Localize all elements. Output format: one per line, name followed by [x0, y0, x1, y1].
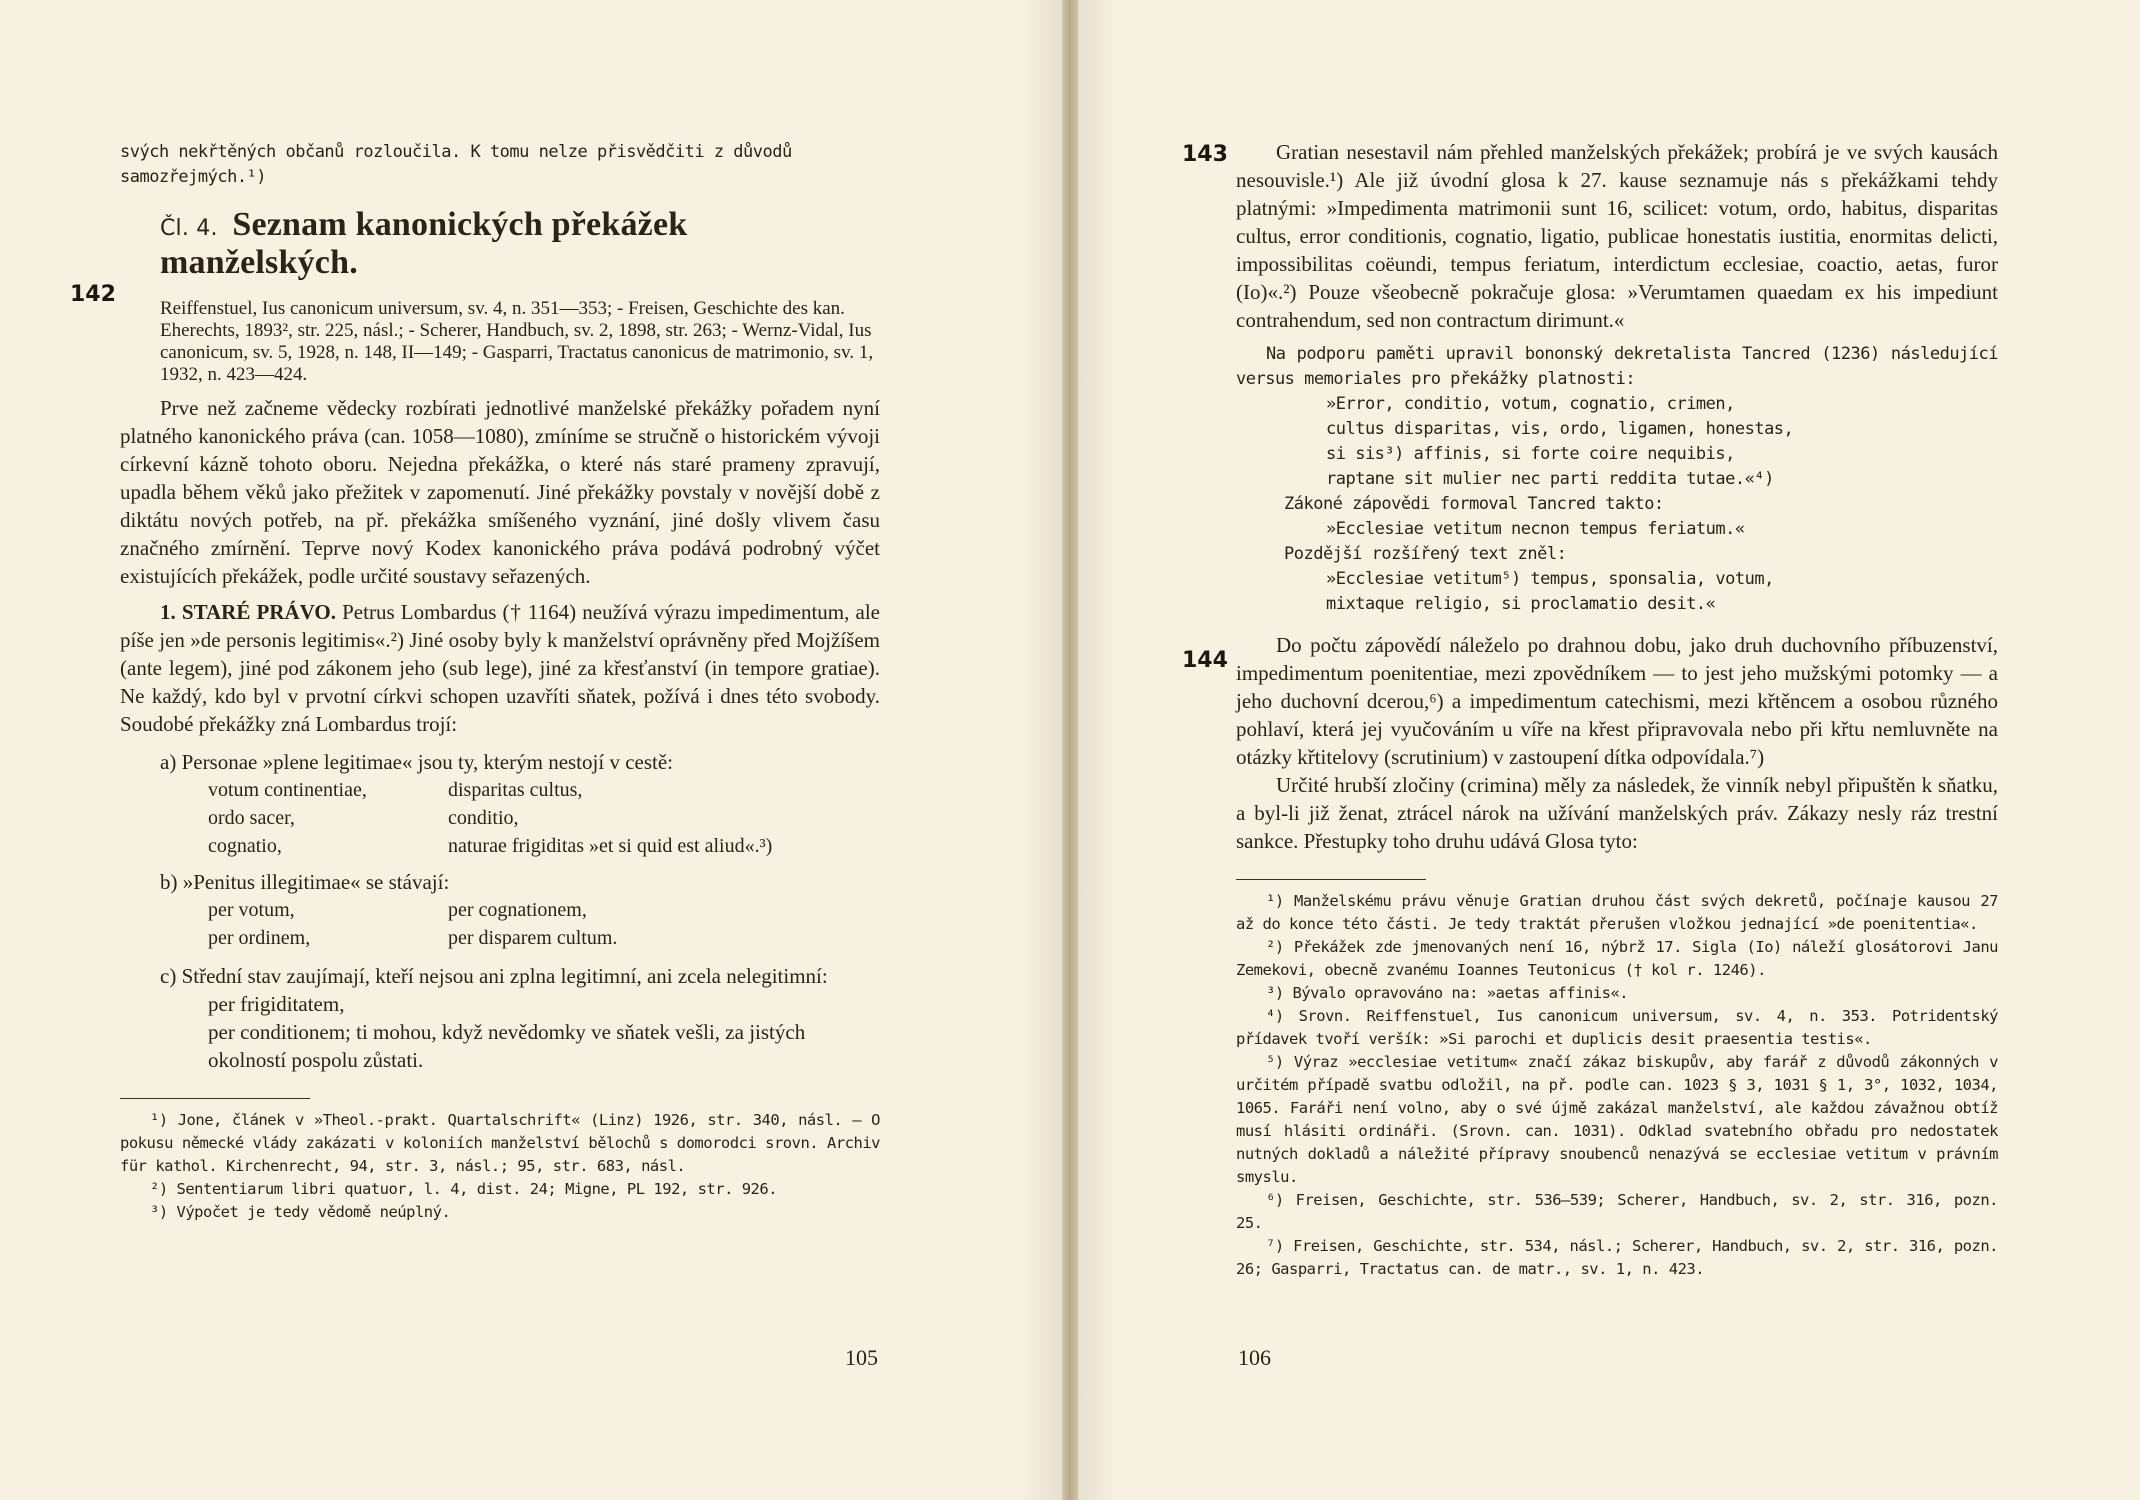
item-c: c) Střední stav zaujímají, kteří nejsou ani zplna legitimní, ani zcela nelegitimní: [160, 964, 828, 988]
list-item: conditio, [448, 807, 519, 829]
later-verses [1326, 567, 1998, 617]
verse-line: mixtaque religio, si proclamatio desit.« [1326, 594, 1716, 614]
footnote: ¹) Jone, článek v »Theol.-prakt. Quartalschrift« (Linz) 1926, str. 340, násl. — O pokusu německé vlády zakázati v koloniích manželství bělochů s domorodci srovn. Archiv für kathol. Kirchenrecht, 94, str. 3, násl.; 95, str. 683, násl. [120, 1111, 880, 1175]
verse-line: si sis³) affinis, si forte coire nequibis, [1326, 444, 1735, 464]
section-old-law [120, 598, 880, 738]
section-text: Petrus Lombardus († 1164) neužívá výrazu impedimentum, ale píše jen »de personis legitimis«.²) Jiné osoby byly k manželství oprávněny před Mojžíšem (ante legem), jiné pod zákonem jeho (sub lege), jiné za křesťanství (in tempore gratiae). Ne každý, kdo byl v prvotní církvi schopen uzavříti sňatek, požívá i dnes této svobody. Soudobé překážky zná Lombardus trojí: [120, 600, 880, 736]
list-item: cognatio, [208, 835, 282, 857]
footnote: ²) Překážek zde jmenovaných není 16, nýbrž 17. Sigla (Io) náleží glosátorovi Janu Zemekovi, obecně zvanému Ioannes Teutonicus († kol r. 1246). [1236, 938, 1998, 979]
footnote: ³) Výpočet je tedy vědomě neúplný. [150, 1203, 451, 1221]
list-b [208, 896, 880, 952]
footnote-rule [1236, 879, 1426, 880]
list-item: disparitas cultus, [448, 779, 583, 801]
item-a: a) Personae »plene legitimae« jsou ty, kterým nestojí v cestě: [160, 750, 673, 774]
verse-line: raptane sit mulier nec parti reddita tutae.«⁴) [1326, 469, 1774, 489]
right-page [1078, 0, 2140, 1500]
list-item: per cognationem, [448, 899, 587, 921]
list-item: naturae frigiditas »et si quid est aliud«.³) [448, 835, 773, 857]
margin-number-143: 143 [1182, 142, 1228, 167]
footnote: ¹) Manželskému právu věnuje Gratian druhou část svých dekretů, počínaje kausou 27 až do konce této části. Je tedy traktát přerušen vložkou jednající »de poenitentia«. [1236, 892, 1998, 933]
list-item: per votum, [208, 899, 295, 921]
list-item: per ordinem, [208, 927, 311, 949]
article-title: Seznam kanonických překážek manželských. [160, 206, 688, 281]
zakone-intro: Zákoné zápovědi formoval Tancred takto: [1284, 494, 1664, 514]
verse-line: »Error, conditio, votum, cognatio, crimen, [1326, 394, 1735, 414]
section-label: 1. STARÉ PRÁVO. [160, 600, 336, 624]
bibliography: Reiffenstuel, Ius canonicum universum, sv. 4, n. 351—353; - Freisen, Geschichte des kan. Eherechts, 1893², str. 225, násl.; - Scherer, Handbuch, sv. 2, 1898, str. 263; - Wernz-Vidal, Ius canonicum, sv. 5, 1928, n. 148, II—149; - Gasparri, Tractatus canonicus de matrimonio, sv. 1, 1932, n. 423—424. [160, 298, 874, 385]
margin-number-144: 144 [1182, 648, 1228, 673]
footnote: ²) Sententiarum libri quatuor, l. 4, dist. 24; Migne, PL 192, str. 926. [150, 1180, 778, 1198]
paragraph-crimina: Určité hrubší zločiny (crimina) měly za následek, že vinník nebyl připuštěn k sňatku, a byl-li již ženat, ztrácel nárok na užívání manželských práv. Zákazy nesly ráz trestní sankce. Přestupky toho druhu udává Glosa tyto: [1236, 773, 1998, 853]
footnote-rule [120, 1098, 310, 1099]
verse-line: cultus disparitas, vis, ordo, ligamen, honestas, [1326, 419, 1794, 439]
footnote: ⁷) Freisen, Geschichte, str. 534, násl.; Scherer, Handbuch, sv. 2, str. 316, pozn. 26; Gasparri, Tractatus can. de matr., sv. 1, n. 423. [1236, 1237, 1998, 1278]
paragraph-gratian: Gratian nesestavil nám přehled manželských překážek; probírá je ve svých kausách nesouvisle.¹) Ale již úvodní glosa k 27. kause seznamuje nás s překážkami tehdy platnými: »Impedimenta matrimonii sunt 16, scilicet: votum, ordo, habitus, disparitas cultus, error conditionis, cognatio, ligatio, publicae honestatis iustitia, enormitas delicti, impossibilitas coëundi, tempus feriatum, interdictum ecclesiae, coactio, aetas, furor (Io)«.²) Pouze všeobecně pokračuje glosa: »Verumtamen quaedam ex his impediunt contrahendum, sed non contractum dirimunt.« [1236, 140, 1998, 332]
list-item: votum continentiae, [208, 779, 367, 801]
list-a [208, 776, 880, 860]
paragraph-impediments: Do počtu zápovědí náleželo po drahnou dobu, jako druh duchovního příbuzenství, impedimentum poenitentiae, mezi zpovědníkem — to jest jeho mužskými potomky — a jeho duchovní dcerou,⁶) a impedimentum catechismi, mezi křtěncem a osobou různého pohlaví, která jej vyučováním u víře na křest připravovala nebo při křtu nemluvněte na otázky křtitelovy (scrutinium) v zastoupení dítka odpovídala.⁷) [1236, 633, 1998, 769]
verse-line: »Ecclesiae vetitum⁵) tempus, sponsalia, votum, [1326, 569, 1774, 589]
article-number: Čl. 4. [160, 216, 218, 241]
footnote: ³) Bývalo opravováno na: »aetas affinis«. [1266, 984, 1629, 1002]
right-column [1236, 138, 1998, 1281]
left-page [0, 0, 1062, 1500]
left-column [120, 140, 880, 1224]
footnote: ⁶) Freisen, Geschichte, str. 536—539; Scherer, Handbuch, sv. 2, str. 316, pozn. 25. [1236, 1191, 1998, 1232]
list-item: ordo sacer, [208, 807, 295, 829]
verses-memoriales [1326, 392, 1998, 492]
footnote: ⁴) Srovn. Reiffenstuel, Ius canonicum universum, sv. 4, n. 353. Potridentský přídavek tvoří veršík: »Si parochi et duplicis desit praesentia testis«. [1236, 1007, 1998, 1048]
list-item: per disparem cultum. [448, 927, 618, 949]
tancred-intro: Na podporu paměti upravil bononský dekretalista Tancred (1236) následující versus memoriales pro překážky platnosti: [1236, 344, 1998, 389]
item-b: b) »Penitus illegitimae« se stávají: [160, 870, 450, 894]
pozdejsi-intro: Pozdější rozšířený text zněl: [1284, 544, 1567, 564]
page-number: 105 [845, 1345, 878, 1370]
verse-line: »Ecclesiae vetitum necnon tempus feriatum.« [1326, 519, 1745, 539]
continuation-text: svých nekřtěných občanů rozloučila. K tomu nelze přisvědčiti z důvodů samozřejmých.¹) [120, 142, 792, 187]
article-heading [160, 206, 880, 282]
footnotes [120, 1109, 880, 1224]
footnotes [1236, 890, 1998, 1281]
margin-number-142: 142 [70, 282, 116, 307]
book-gutter [1062, 0, 1078, 1500]
footnote: ⁵) Výraz »ecclesiae vetitum« značí zákaz biskupův, aby farář z důvodů zákonných v určitém případě svatbu odložil, na př. podle can. 1023 § 3, 1031 § 1, 3°, 1032, 1034, 1065. Faráři není volno, aby o své újmě zakázal manželství, ale každou závažnou obtíž musí hlásiti ordináři. (Srovn. can. 1031). Odklad svatebního obřadu pro nedostatek nutných dokladů a náležité přípravy snoubenců nenazývá se ecclesiae vetitum v právním smyslu. [1236, 1053, 1998, 1186]
list-item: per frigiditatem, [208, 992, 345, 1016]
list-item: per conditionem; ti mohou, když nevědomky ve sňatek vešli, za jistých okolností pospolu zůstati. [208, 1020, 806, 1072]
page-number: 106 [1238, 1345, 1271, 1370]
paragraph-intro: Prve než začneme vědecky rozbírati jednotlivé manželské překážky pořadem nyní platného kanonického práva (can. 1058—1080), zmíníme se stručně o historickém vývoji církevní kázně tohoto oboru. Nejedna překážka, o které nás staré prameny zpravují, upadla během věků jako přežitek v zapomenutí. Jiné překážky povstaly v novější době z diktátu nových potřeb, na př. překážka smíšeného vyznání, jiné došly vlivem času značného zmírnění. Teprve nový Kodex kanonického práva podává podrobný výčet existujících překážek, podle určité soustavy seřazených. [120, 396, 880, 588]
